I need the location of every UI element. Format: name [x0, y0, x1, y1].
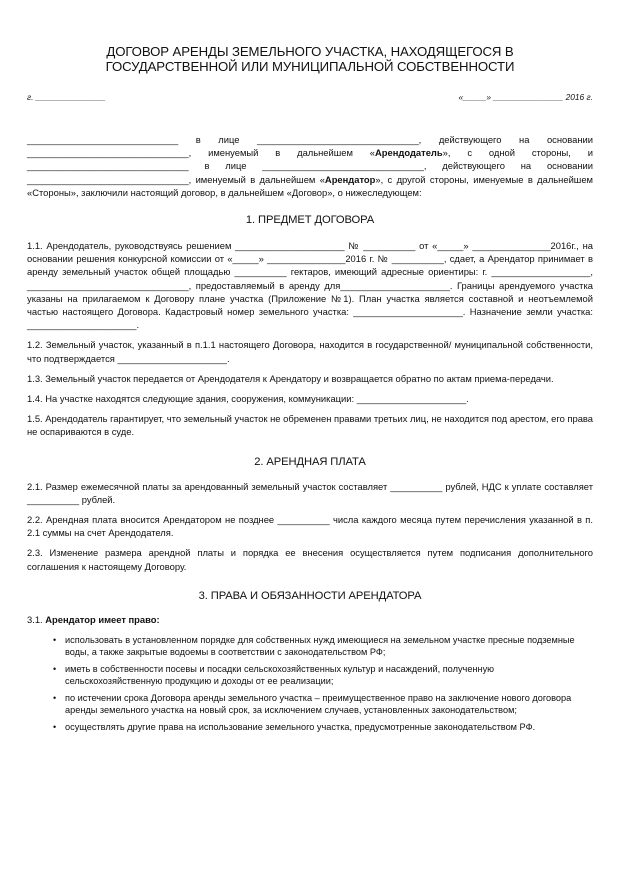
document-title	[27, 0, 593, 74]
section-3-title: 3. ПРАВА И ОБЯЗАННОСТИ АРЕНДАТОРА	[198, 589, 422, 602]
list-item-text: иметь в собственности посевы и посадки сельскохозяйственных культур и насаждений, полученную сельскохозяйственную продукцию и доходы от ее реализации;	[65, 663, 495, 687]
section-2-title: 2. АРЕНДНАЯ ПЛАТА	[254, 455, 366, 468]
intro-paragraph	[27, 133, 593, 199]
list-item	[53, 663, 593, 688]
list-item	[53, 634, 593, 659]
list-item	[53, 692, 593, 717]
bullet-icon: •	[53, 692, 57, 703]
intro-part-b: », с одной стороны, и _______________________________ в лице _______________________________, действующего на основании _______________________________, именуемый в дальнейшем «	[27, 147, 593, 185]
clause-1-2: 1.2. Земельный участок, указанный в п.1.1 настоящего Договора, находится в государственной/ муниципальной собственности, что подтверждается _____________________.	[27, 339, 593, 364]
tenant-rights-list	[27, 634, 593, 733]
place-field: г. _______________	[27, 92, 106, 102]
bullet-icon: •	[53, 721, 57, 732]
tenant-term: Арендатор	[324, 173, 376, 185]
place-date-row	[27, 92, 593, 102]
date-field: «_____» _______________ 2016 г.	[458, 92, 593, 102]
clause-3-1-number: 3.1.	[27, 613, 46, 625]
clause-1-5: 1.5. Арендодатель гарантирует, что земельный участок не обременен правами третьих лиц, не находится под арестом, его права не оспариваются в суде.	[27, 413, 593, 438]
list-item	[53, 721, 593, 733]
intro-part-c: », с другой стороны, именуемые в дальнейшем «Стороны», заключили настоящий договор, в дальнейшем «Договор», о нижеследующем:	[27, 173, 593, 198]
section-1-title: 1. ПРЕДМЕТ ДОГОВОРА	[245, 214, 375, 227]
clause-1-4: 1.4. На участке находятся следующие здания, сооружения, коммуникации: _____________________.	[27, 393, 469, 405]
clause-2-1: 2.1. Размер ежемесячной платы за арендованный земельный участок составляет __________ рублей, НДС к уплате составляет __________ рублей.	[27, 480, 593, 505]
clause-3-1-heading	[27, 613, 593, 626]
bullet-icon: •	[53, 663, 57, 674]
landlord-term: Арендодатель	[375, 147, 443, 159]
clause-1-1: 1.1. Арендодатель, руководствуясь решением _____________________ № __________ от «_____» _______________2016г., на основании решения конкурсной комиссии от «_____» _______________2016 г. № __________, сдает, а Арендатор принимает в аренду земельный участок общей площадью __________ гектаров, имеющий адресные ориентиры: г. ___________________, _______________________________, предоставляемый в аренду для_____________________. Границы арендуемого участка указаны на прилагаемом к Договору плане участка (Приложение №1). План участка является составной и неотъемлемой частью настоящего Договора. Кадастровый номер земельного участка: _____________________. Назначение земли участка: _____________________.	[27, 240, 593, 331]
clause-2-2: 2.2. Арендная плата вносится Арендатором не позднее __________ числа каждого месяца путем перечисления указанной в п. 2.1 суммы на счет Арендодателя.	[27, 514, 593, 539]
list-item-text: осуществлять другие права на использование земельного участка, предусмотренные законодательством РФ.	[65, 721, 536, 732]
list-item-text: использовать в установленном порядке для собственных нужд имеющиеся на земельном участке пресные подземные воды, а также закрытые водоемы в соответствии с законодательством РФ;	[65, 635, 575, 658]
intro-part-a: _____________________________ в лице _______________________________, действующего на основании _______________________________, именуемый в дальнейшем «	[27, 134, 593, 159]
clause-3-1-label: Арендатор имеет право:	[45, 613, 160, 625]
clause-1-3: 1.3. Земельный участок передается от Арендодателя к Арендатору и возвращается обратно по актам приема-передачи.	[27, 372, 554, 384]
bullet-icon: •	[53, 635, 57, 646]
title-line-1: ДОГОВОР АРЕНДЫ ЗЕМЕЛЬНОГО УЧАСТКА, НАХОДЯЩЕГОСЯ В	[106, 44, 514, 59]
clause-2-3: 2.3. Изменение размера арендной платы и порядка ее внесения осуществляется путем подписания дополнительного соглашения к настоящему Договору.	[27, 547, 593, 572]
list-item-text: по истечении срока Договора аренды земельного участка – преимущественное право на заключение нового договора аренды земельного участка на новый срок, за исключением случаев, установленных законодательством;	[65, 692, 572, 716]
title-line-2: ГОСУДАРСТВЕННОЙ ИЛИ МУНИЦИПАЛЬНОЙ СОБСТВЕННОСТИ	[105, 59, 515, 74]
